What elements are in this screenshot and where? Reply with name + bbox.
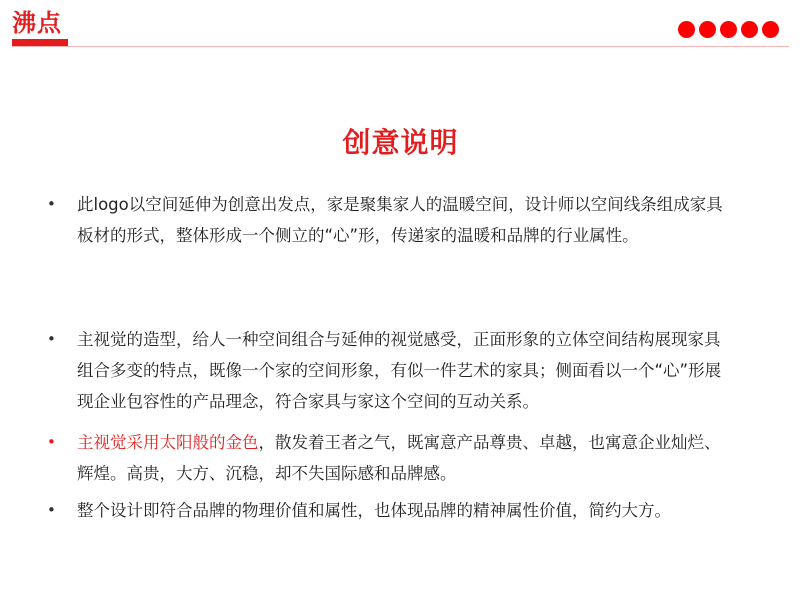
bullet-text-rest: ，散发着王者之气，既寓意产品尊贵、卓越，也寓意企业灿烂、辉煌。高贵，大方、沉稳，却不失国际感和品牌感。 [77, 433, 721, 483]
bullet-marker: • [47, 433, 56, 451]
bullet-text: 此logo以空间延伸为创意出发点，家是聚集家人的温暖空间，设计师以空间线条组成家具板材的形式，整体形成一个侧立的“心”形，传递家的温暖和品牌的行业属性。 [77, 195, 723, 245]
bullet-marker: • [47, 330, 56, 348]
bullet-text: 主视觉的造型，给人一种空间组合与延伸的视觉感受，正面形象的立体空间结构展现家具组合多变的特点，既像一个家的空间形象，有似一件艺术的家具；侧面看以一个“心”形展现企业包容性的产品理念，符合家具与家这个空间的互动关系。 [77, 330, 722, 411]
bullet-text: 整个设计即符合品牌的物理价值和属性，也体现品牌的精神属性价值，简约大方。 [77, 501, 671, 520]
slide-title: 创意说明 [342, 126, 459, 159]
bullet-marker: • [47, 501, 56, 519]
highlight-text: 主视觉采用太阳般的金色 [77, 433, 259, 452]
bullet-item [47, 427, 727, 489]
bullet-marker: • [47, 195, 56, 213]
bullet-item [47, 189, 727, 251]
logo-text: 沸点 [12, 8, 62, 37]
bullet-item [47, 324, 727, 417]
bullet-text [77, 427, 727, 489]
bullet-item [47, 495, 727, 526]
